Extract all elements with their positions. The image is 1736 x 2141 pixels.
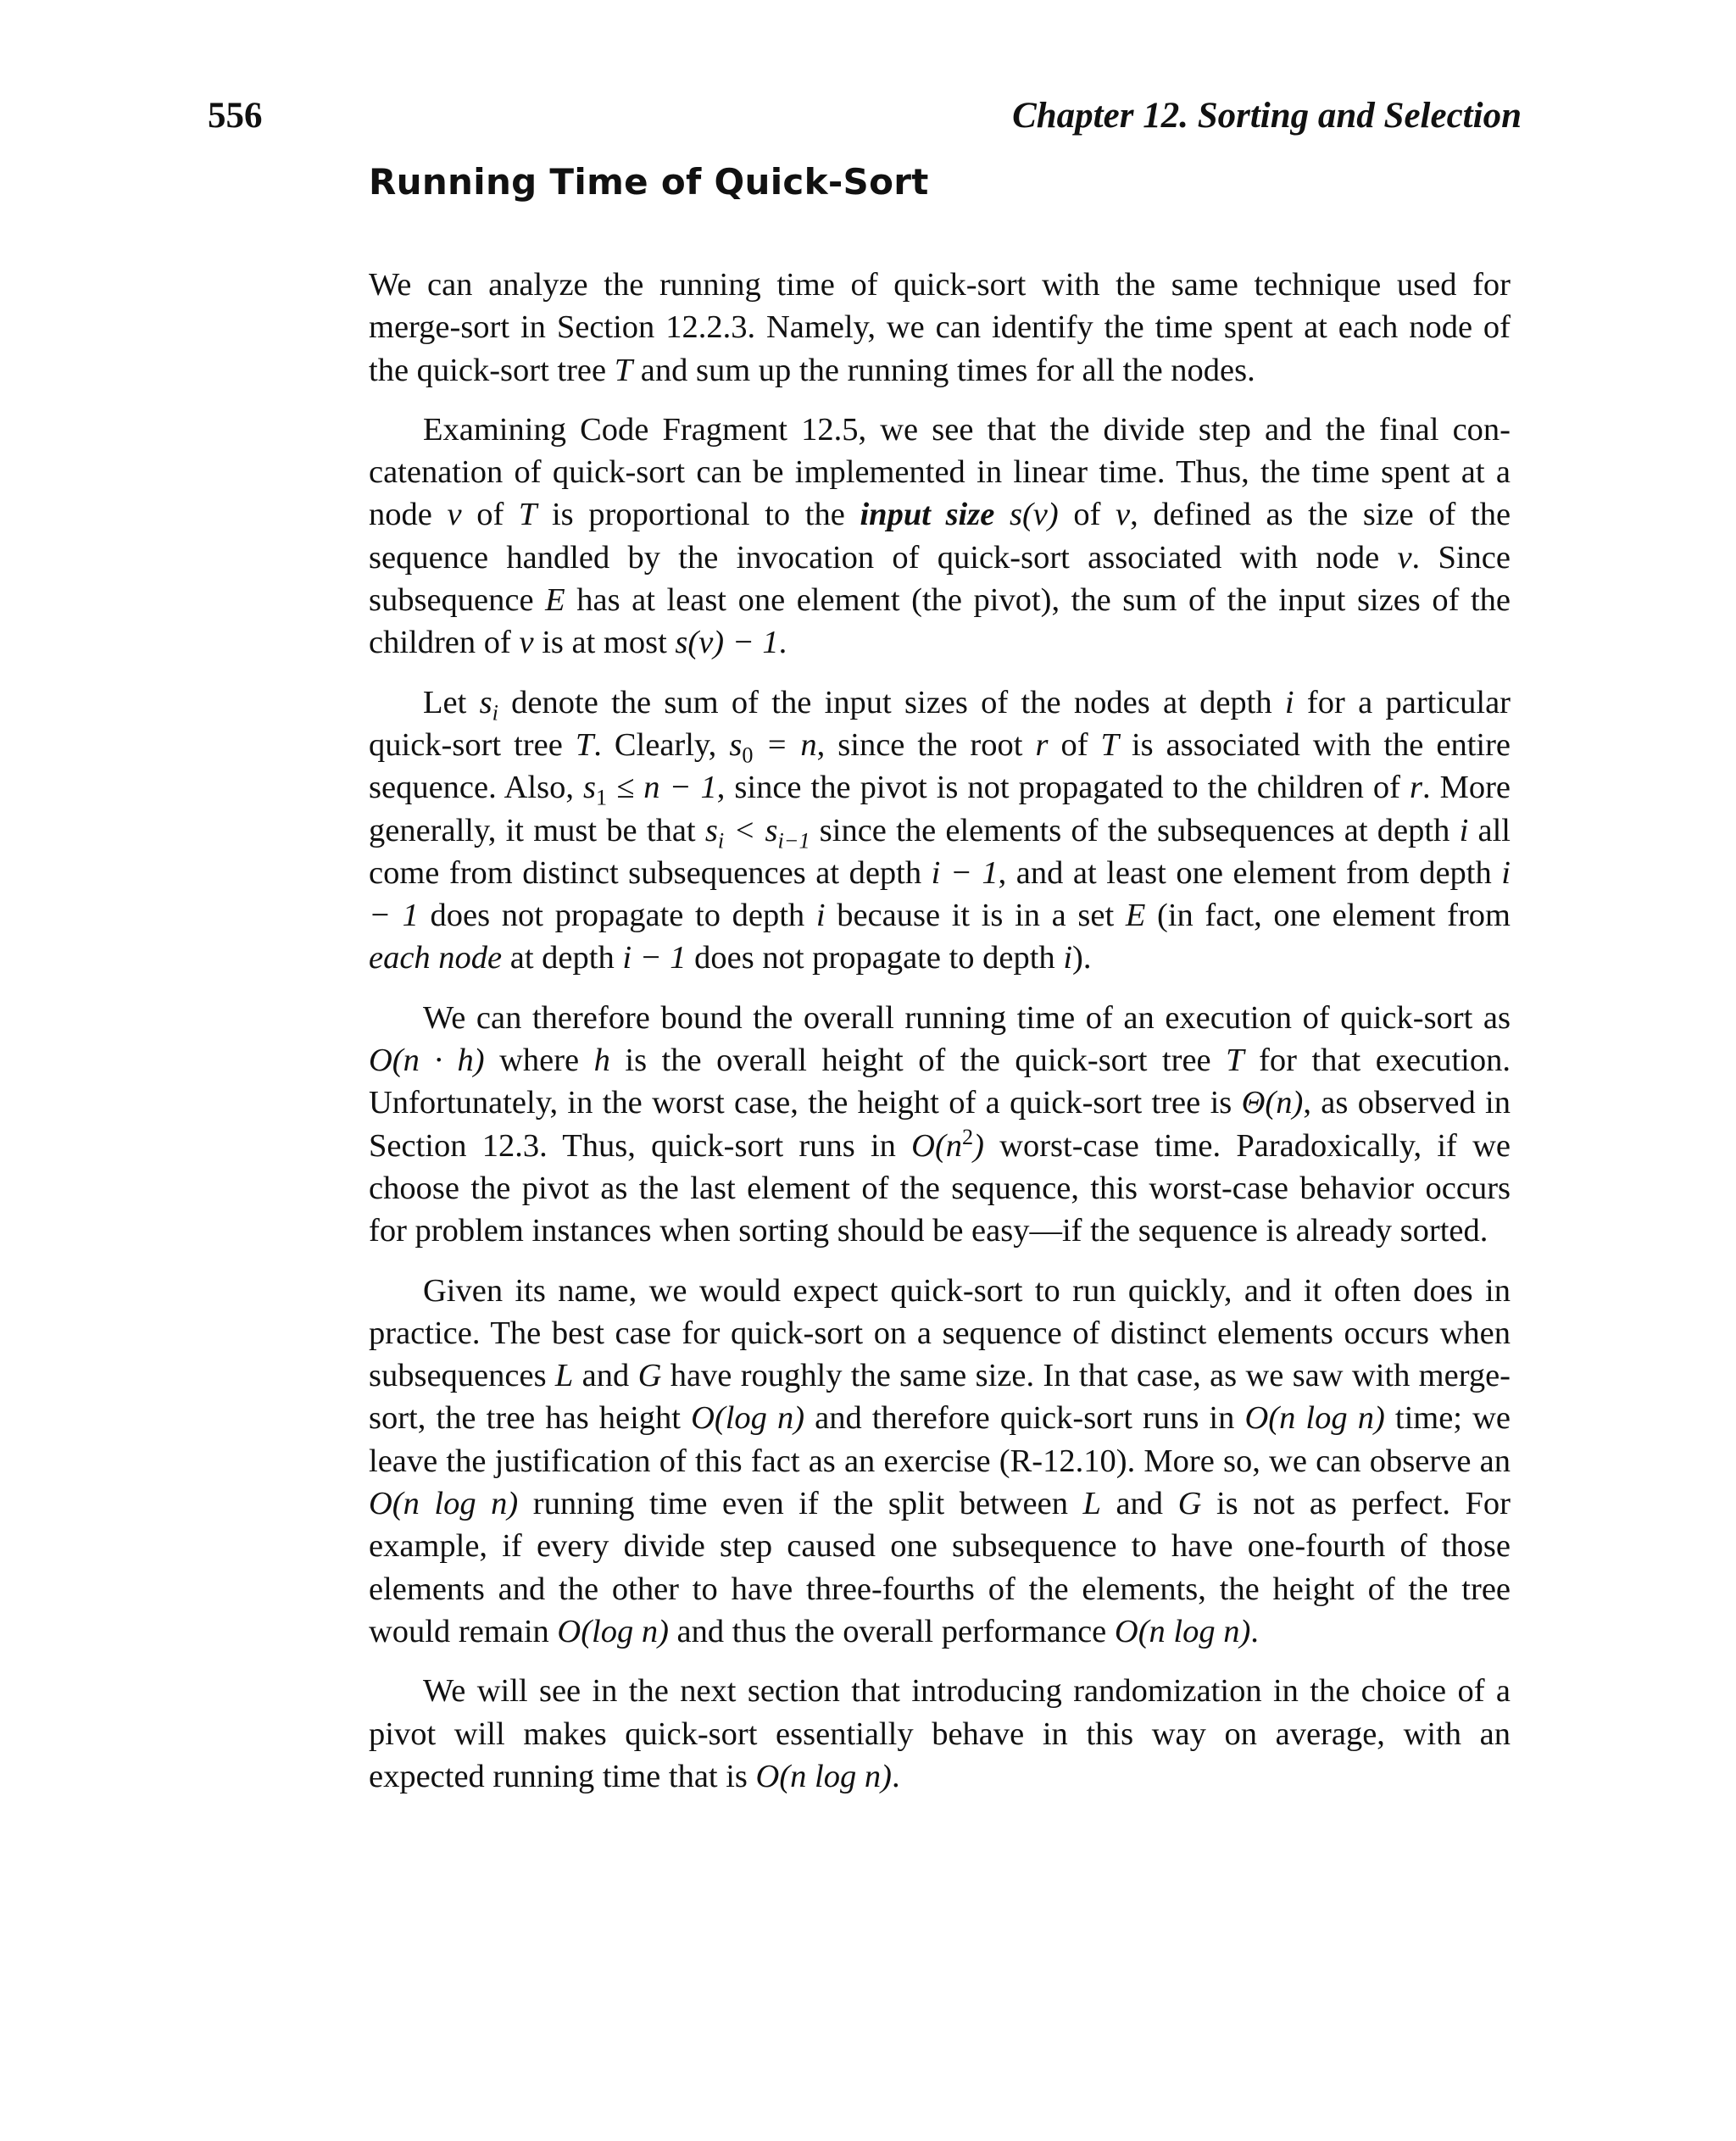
paragraph: Given its name, we would expect quick-sort to run quickly, and it often does in practice. The best case for quick-sort on a sequence of distinct elements occurs when subsequences L and G have roughly the same size. In that case, as we saw with merge-sort, the tree has height O(log n) and therefore quick-sort runs in O(n log n) time; we leave the justification of this fact as an exercise (R-12.10). More so, we can observe an O(n log n) running time even if the split between L and G is not as perfect. For example, if every divide step caused one subsequence to have one-fourth of those elements and the other to have three-fourths of the elements, the height of the tree would remain O(log n) and thus the overall performance O(n log n). [369,1272,1511,1649]
paragraph: We can therefore bound the overall running time of an execution of quick-sort as O(n · h) where h is the overall height of the quick-sort tree T for that execution. Unfortunately, in the worst case, the height of a quick-sort tree is Θ(n), as observed in Section 12.3. Thus, quick-sort runs in $O(n^2)$ worst-case time. Paradoxically, if we choose the pivot as the last element of the sequence, this worst-case behavior occurs for problem instances when sorting should be easy—if the sequence is already sorted. [369,999,1511,1249]
paragraph: We can analyze the running time of quick-sort with the same technique used for merge-sort in Section 12.2.3. Namely, we can identify the time spent at each node of the quick-sort tree T and sum up the running times for all the nodes. [369,267,1511,388]
body-text [369,264,1511,1815]
paragraph: Let $s_i$ denote the sum of the input sizes of the nodes at depth i for a particular quick-sort tree T. Clearly, $s_0 = n$, since the root r of T is associated with the entire sequence. Also, $s_1 \le n - 1$, since the pivot is not propagated to the children of r. More generally, it must be that $s_i < s_{i-1}$ since the elements of the subsequences at depth i all come from distinct subsequences at depth i − 1, and at least one element from depth i − 1 does not propagate to depth i because it is in a set E (in fact, one element from each node at depth i − 1 does not propagate to depth i). [369,684,1511,976]
paragraph: We will see in the next section that introducing randomization in the choice of a pivot will makes quick-sort essentially behave in this way on average, with an expected running time that is O(n log n). [369,1673,1511,1794]
running-title: Chapter 12. Sorting and Selection [1012,96,1522,136]
paragraph: Examining Code Fragment 12.5, we see that the divide step and the final concatenation of quick-sort can be implemented in linear time. Thus, the time spent at a node v of T is proportional to the input size s(v) of v, defined as the size of the sequence handled by the invocation of quick-sort associated with node v. Since subsequence E has at least one element (the pivot), the sum of the input sizes of the children of v is at most s(v) − 1. [369,411,1511,661]
section-title: Running Time of Quick-Sort [369,161,929,203]
emphasis-each-node: each node [369,940,503,976]
page-number: 556 [208,96,263,136]
page-header [208,95,1522,136]
emphasis-input-size: input size [860,497,995,533]
